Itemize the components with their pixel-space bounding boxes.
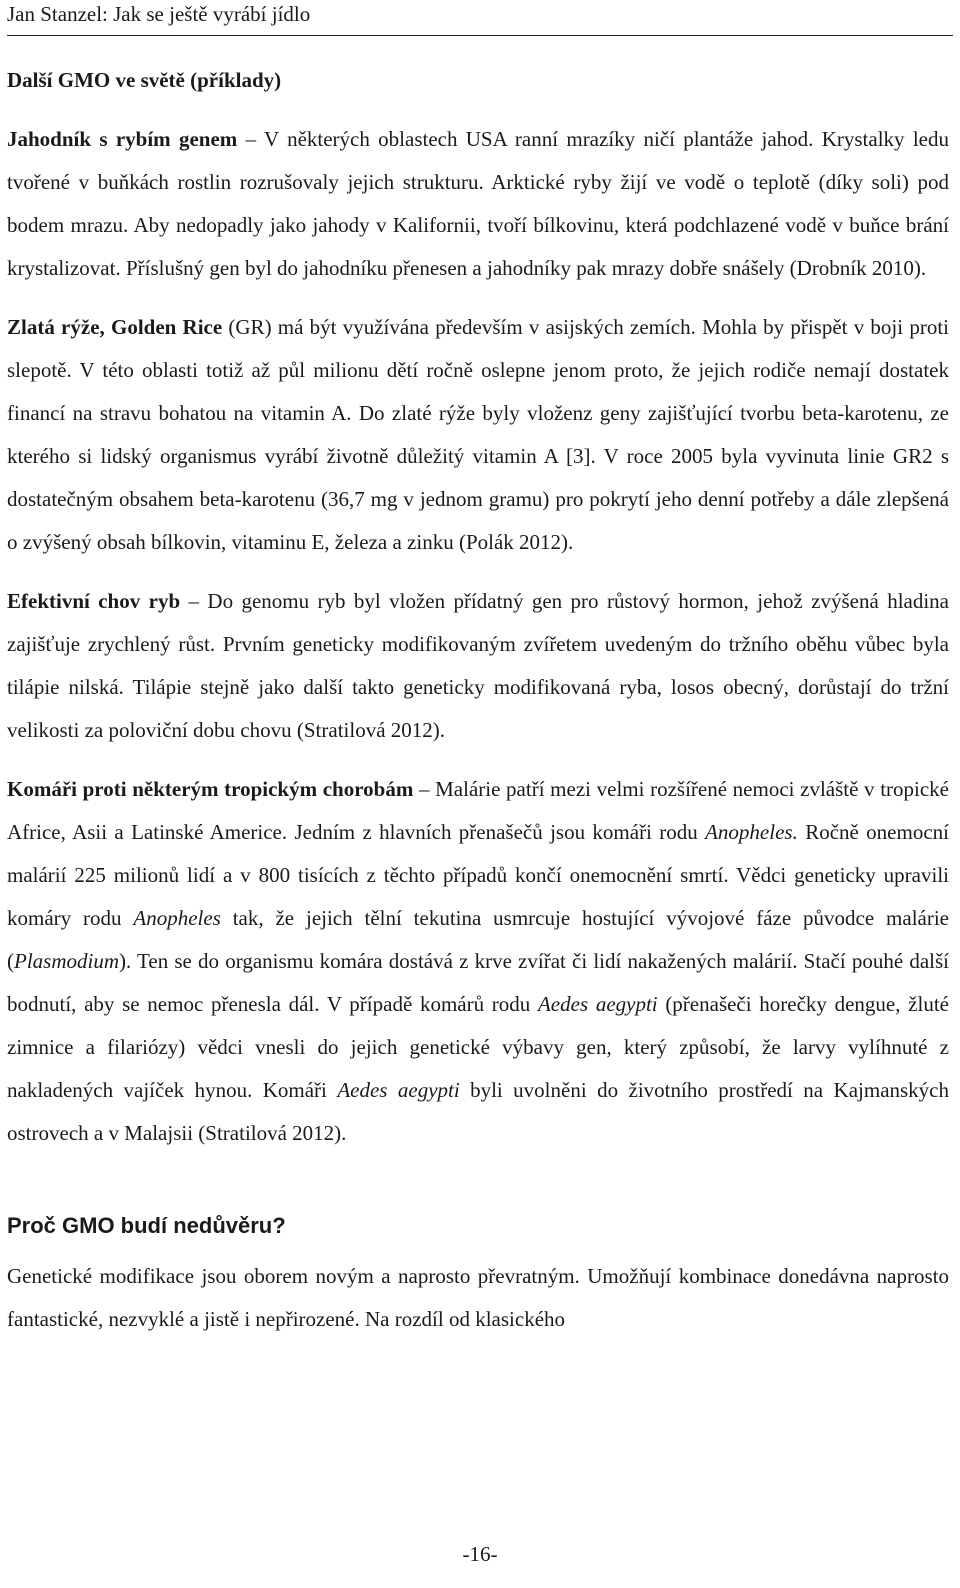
dash: – [180,589,208,613]
text-fragment: (přenašeči horečky dengue, žluté zimnice a filariózy) vědci vnesli do jejich genetické výbavy gen, který způsobí, že larvy vylíhnuté z nakladených vajíček hynou. Komáři [7,992,949,1102]
italic-taxon: Anopheles. [705,820,798,844]
text-fragment: byli uvolněni do životního prostředí na Kajmanských ostrovech a v Malajsii (Stratilová 2012). [7,1078,950,1145]
page-content [7,66,949,1341]
text-fragment: Ročně onemocní malárií 225 milionů lidí a v 800 tisících z těchto případů končí onemocnění smrtí. Vědci geneticky upravili komáry rodu [7,820,949,930]
term-mosquitoes: Komáři proti některým tropickým chorobám [7,777,414,801]
paragraph-golden-rice [7,306,949,564]
italic-taxon: Aedes aegypti [537,992,658,1016]
text-golden-rice: (GR) má být využívána především v asijských zemích. Mohla by přispět v boji proti slepotě. V této oblasti totiž až půl milionu dětí ročně oslepne jenom proto, že jejich rodiče nemají dostatek financí na stravu bohatou na vitamin A. Do zlaté rýže byly vloženz geny zajišťující tvorbu beta-karotenu, ze kterého si lidský organismus vyrábí životně důležitý vitamin A [3]. V roce 2005 byla vyvinuta linie GR2 s dostatečným obsahem beta-karotenu (36,7 mg v jednom gramu) pro pokrytí jeho denní potřeby a dále zlepšená o zvýšený obsah bílkovin, vitaminu E, železa a zinku (Polák 2012). [7,315,949,554]
dash: – [237,127,264,151]
paragraph-distrust: Genetické modifikace jsou oborem novým a naprosto převratným. Umožňují kombinace donedávna naprosto fantastické, nezvyklé a jistě i nepřirozené. Na rozdíl od klasického [7,1264,949,1331]
text-fish-farming: Do genomu ryb byl vložen přídatný gen pro růstový hormon, jehož zvýšená hladina zajišťuje zrychlený růst. Prvním geneticky modifikovaným zvířetem uvedeným do tržního oběhu vůbec byla tilápie nilská. Tilápie stejně jako další takto geneticky modifikovaná ryba, losos obecný, dorůstají do tržní velikosti za poloviční dobu chovu (Stratilová 2012). [7,589,950,742]
term-strawberry: Jahodník s rybím genem [7,127,238,151]
paragraph-mosquitoes [7,768,949,1155]
section-title-examples: Další GMO ve světě (příklady) [7,68,282,92]
dash: – [413,777,436,801]
running-title: Jan Stanzel: Jak se ještě vyrábí jídlo [7,2,311,26]
text-fragment: Malárie patří mezi velmi rozšířené nemoci zvláště v tropické Africe, Asii a Latinské Americe. Jedním z hlavních přenašečů jsou komáři rodu [7,777,950,844]
section-title-distrust: Proč GMO budí nedůvěru? [7,1213,286,1238]
text-fragment: tak, že jejich tělní tekutina usmrcuje hostující vývojové fáze původce malárie ( [7,906,949,973]
term-fish-farming: Efektivní chov ryb [7,589,181,613]
paragraph-strawberry [7,118,949,290]
text-fragment: ). Ten se do organismu komára dostává z krve zvířat či lidí nakažených malárií. Stačí pouhé další bodnutí, aby se nemoc přenesla dál. V případě komárů rodu [7,949,949,1016]
italic-taxon: Plasmodium [14,949,119,973]
page-header [7,0,953,36]
italic-taxon: Aedes aegypti [337,1078,460,1102]
italic-taxon: Anopheles [133,906,221,930]
term-golden-rice: Zlatá rýže, Golden Rice [7,315,223,339]
page-number: -16- [462,1542,498,1566]
paragraph-fish-farming [7,580,949,752]
text-strawberry: V některých oblastech USA ranní mrazíky ničí plantáže jahod. Krystalky ledu tvořené v buňkách rostlin rozrušovaly jejich strukturu. Arktické ryby žijí ve vodě o teplotě (díky soli) pod bodem mrazu. Aby nedopadly jako jahody v Kalifornii, tvoří bílkovinu, která podchlazené vodě v buňce brání krystalizovat. Příslušný gen byl do jahodníku přenesen a jahodníky pak mrazy dobře snášely (Drobník 2010). [7,127,949,280]
